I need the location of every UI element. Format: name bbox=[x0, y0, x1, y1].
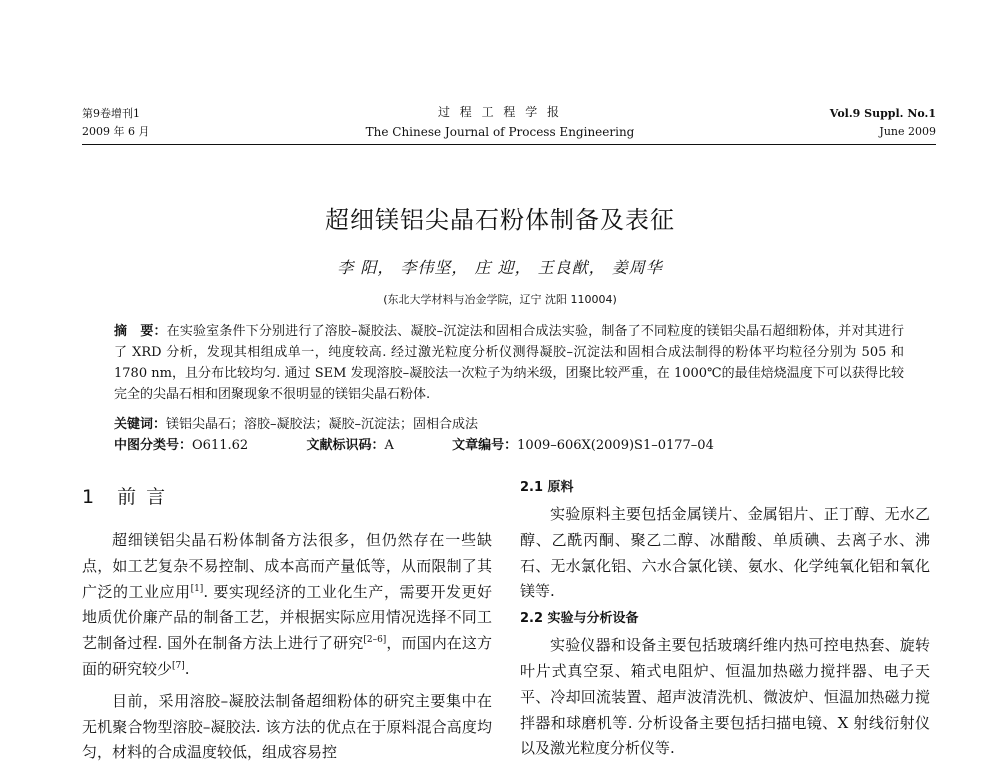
left-column bbox=[82, 528, 492, 766]
section-2-2-heading: 2.2 实验与分析设备 bbox=[520, 611, 639, 627]
abstract bbox=[114, 321, 904, 405]
header-volume: 第9卷增刊1 bbox=[82, 107, 140, 120]
clc-value: O611.62 bbox=[192, 438, 249, 453]
citation: [7] bbox=[172, 660, 185, 671]
paper-title: 超细镁铝尖晶石粉体制备及表征 bbox=[325, 206, 675, 234]
abstract-label: 摘 要： bbox=[114, 324, 167, 339]
header-rule bbox=[82, 144, 936, 145]
section-2-1-text: 实验原料主要包括金属镁片、金属铝片、正丁醇、无水乙醇、乙酰丙酮、聚乙二醇、冰醋酸、单质碘、去离子水、沸石、无水氯化铝、六水合氯化镁、氨水、化学纯氧化铝和氧化镁等. bbox=[520, 505, 930, 601]
keywords-label: 关键词： bbox=[114, 417, 167, 432]
header-journal-cn: 过 程 工 程 学 报 bbox=[437, 105, 563, 119]
section-1-paragraph-2: 目前，采用溶胶–凝胶法制备超细粉体的研究主要集中在无机聚合物型溶胶–凝胶法. 该方法的优点在于原料混合高度均匀，材料的合成温度较低，组成容易控 bbox=[82, 691, 492, 762]
right-column bbox=[520, 476, 930, 762]
keywords bbox=[114, 415, 904, 435]
section-1-paragraph-1: 超细镁铝尖晶石粉体制备方法很多，但仍然存在一些缺点，如工艺复杂不易控制、成本高而产量低等，从而限制了其广泛的工业应用[1]. 要实现经济的工业化生产，需要开发更好地质优价廉产品的制备工艺，并根据实际应用情况选择不同工艺制备过程. 国外在制备方法上进行了研究[2–6]，而国内在这方面的研究较少[7]. bbox=[82, 531, 492, 678]
article-no-value: 1009–606X(2009)S1–0177–04 bbox=[517, 438, 714, 453]
classification bbox=[114, 436, 714, 456]
section-2-1-heading: 2.1 原料 bbox=[520, 480, 574, 495]
paper-authors: 李 阳， 李伟坚， 庄 迎， 王良猷， 姜周华 bbox=[337, 258, 663, 277]
citation: [1] bbox=[190, 583, 204, 594]
header-journal-en: The Chinese Journal of Process Engineering bbox=[365, 125, 635, 139]
abstract-text: 在实验室条件下分别进行了溶胶–凝胶法、凝胶–沉淀法和固相合成法实验，制备了不同粒度的镁铝尖晶石超细粉体，并对其进行了 XRD 分析，发现其相组成单一，纯度较高. 经过激光粒度分析仪测得凝胶–沉淀法和固相合成法制得的粉体平均粒径分别为 505 和 1780 nm，且分布比较均匀. 通过 SEM 发现溶胶–凝胶法一次粒子为纳米级，团聚比较严重，在 1000℃的最佳焙烧温度下可以获得比较完全的尖晶石相和团聚现象不很明显的镁铝尖晶石粉体. bbox=[114, 324, 904, 402]
doc-code-value: A bbox=[384, 438, 394, 453]
header-date-en: June 2009 bbox=[879, 125, 936, 138]
clc-label: 中图分类号： bbox=[114, 438, 193, 453]
paper-affiliation: (东北大学材料与冶金学院，辽宁 沈阳 110004) bbox=[383, 293, 617, 306]
section-1-heading: 1 前 言 bbox=[82, 486, 168, 508]
article-no-label: 文章编号： bbox=[452, 438, 518, 453]
keywords-text: 镁铝尖晶石；溶胶–凝胶法；凝胶–沉淀法；固相合成法 bbox=[166, 417, 479, 432]
header-date: 2009 年 6 月 bbox=[82, 125, 150, 138]
section-2-2-text: 实验仪器和设备主要包括玻璃纤维内热可控电热套、旋转叶片式真空泵、箱式电阻炉、恒温加热磁力搅拌器、电子天平、冷却回流装置、超声波清洗机、微波炉、恒温加热磁力搅拌器和球磨机等. 分析设备主要包括扫描电镜、X 射线衍射仪以及激光粒度分析仪等. bbox=[520, 636, 930, 758]
doc-code-label: 文献标识码： bbox=[306, 438, 385, 453]
citation: [2–6] bbox=[363, 635, 387, 646]
header-volume-en: Vol.9 Suppl. No.1 bbox=[829, 107, 936, 120]
